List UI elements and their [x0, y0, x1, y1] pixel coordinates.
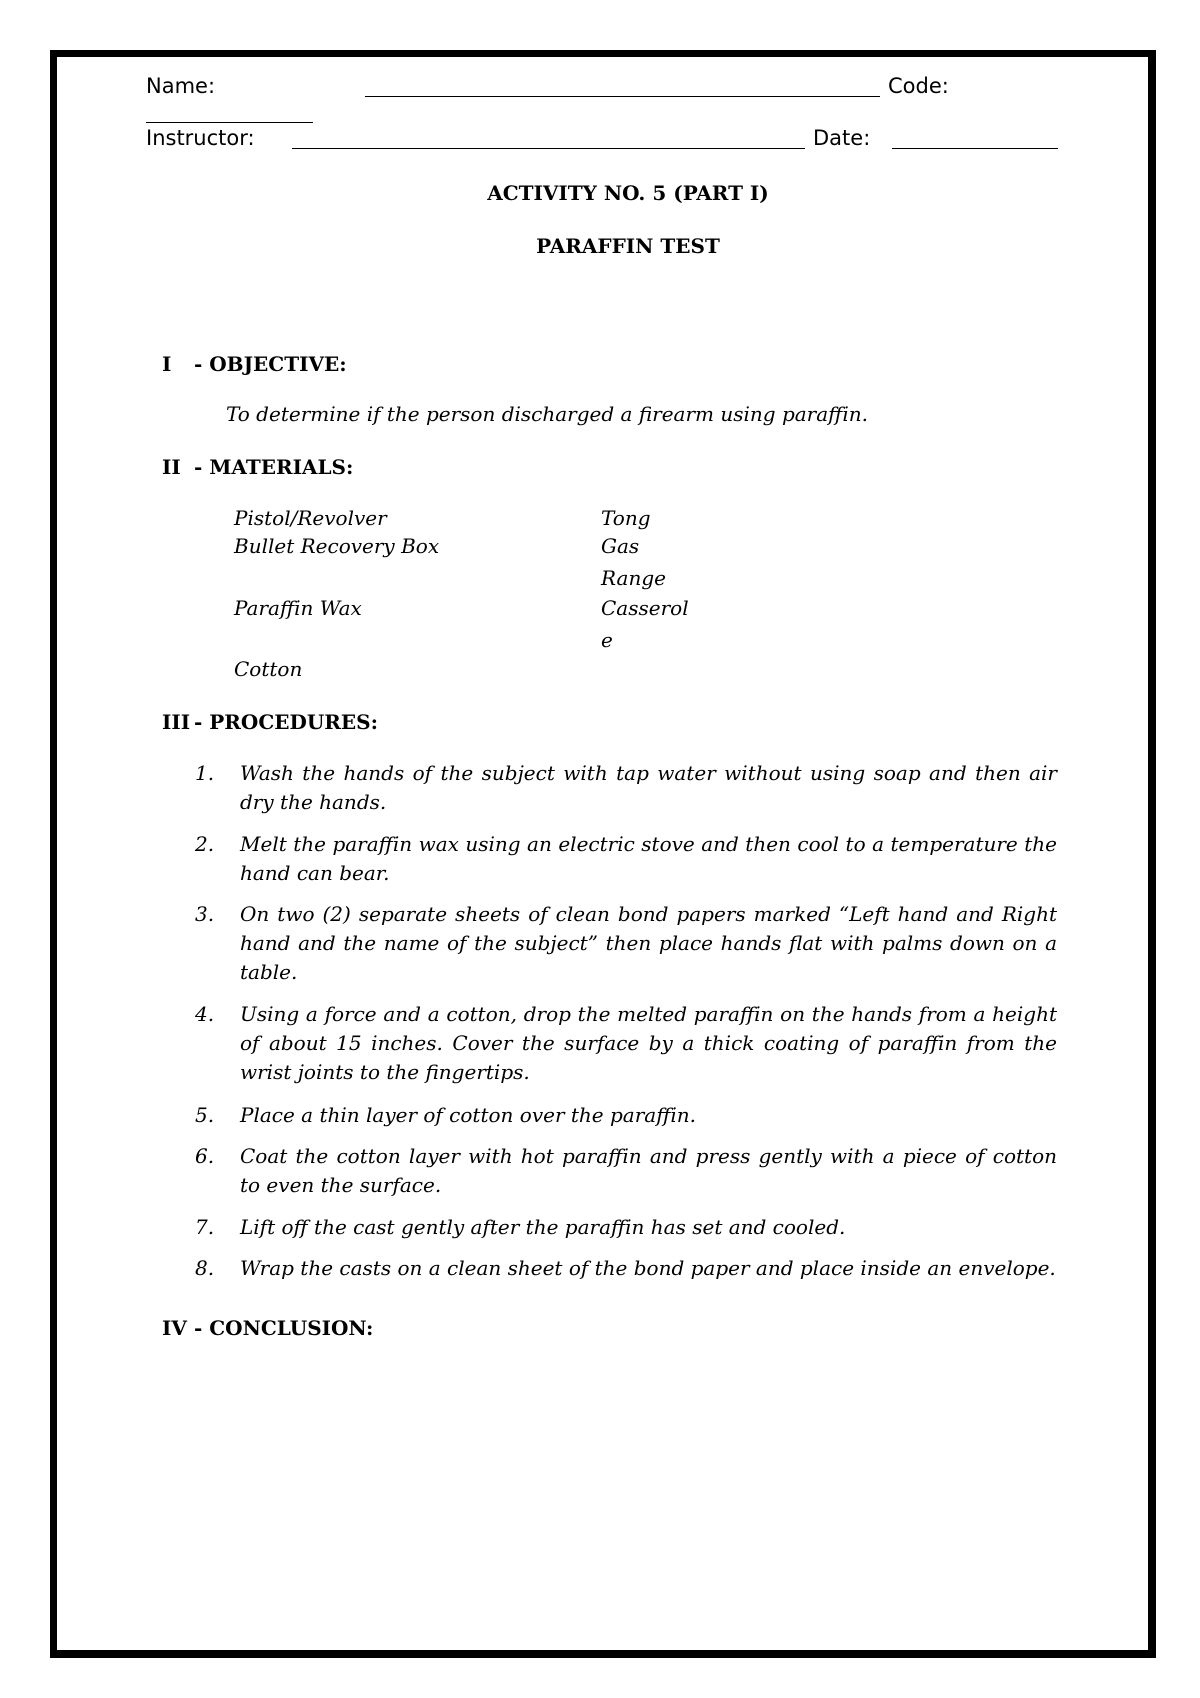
step-number: 5.: [195, 1103, 215, 1127]
step-number: 8.: [195, 1256, 215, 1280]
material-item: Casserol: [601, 596, 689, 620]
material-item: Paraffin Wax: [234, 596, 362, 620]
material-item: Gas: [601, 534, 640, 558]
section-title: - MATERIALS:: [194, 455, 354, 479]
procedure-step: [195, 1142, 1057, 1200]
objective-text: To determine if the person discharged a firearm using paraffin.: [226, 402, 868, 426]
procedure-step: [195, 900, 1057, 987]
objective-heading: [162, 352, 347, 376]
procedure-step: [195, 1213, 1057, 1242]
material-item: Cotton: [234, 657, 303, 681]
procedures-heading: [162, 710, 378, 734]
name-field-line[interactable]: [365, 96, 880, 97]
step-number: 4.: [195, 1002, 215, 1026]
step-number: 6.: [195, 1144, 215, 1168]
procedure-step: [195, 1254, 1057, 1283]
instructor-label: Instructor:: [146, 126, 255, 150]
material-item: Bullet Recovery Box: [234, 534, 440, 558]
section-numeral: I: [162, 352, 172, 376]
material-item: Range: [601, 566, 666, 590]
section-title: - PROCEDURES:: [194, 710, 378, 734]
code-label: Code:: [888, 74, 949, 98]
procedure-step: [195, 830, 1057, 888]
material-item: Tong: [601, 506, 651, 530]
step-text: Using a force and a cotton, drop the melted paraffin on the hands from a height of about 15 inches. Cover the surface by a thick coating of paraffin from the wrist joints to the fingertips.: [240, 1002, 1057, 1084]
procedure-step: [195, 1101, 1057, 1130]
section-title: - CONCLUSION:: [194, 1316, 374, 1340]
conclusion-heading: [162, 1316, 373, 1340]
name-label: Name:: [146, 74, 216, 98]
step-number: 1.: [195, 761, 215, 785]
material-item: e: [601, 628, 613, 652]
procedure-step: [195, 759, 1057, 817]
step-text: Wrap the casts on a clean sheet of the bond paper and place inside an envelope.: [240, 1256, 1056, 1280]
step-text: On two (2) separate sheets of clean bond papers marked “Left hand and Right hand and the name of the subject” then place hands flat with palms down on a table.: [240, 902, 1057, 984]
instructor-field-line[interactable]: [292, 148, 805, 149]
document-title: PARAFFIN TEST: [536, 234, 720, 258]
step-text: Lift off the cast gently after the paraffin has set and cooled.: [240, 1215, 846, 1239]
step-number: 2.: [195, 832, 215, 856]
section-numeral: IV: [162, 1316, 187, 1340]
activity-title: ACTIVITY NO. 5 (PART I): [487, 181, 769, 205]
materials-heading: [162, 455, 353, 479]
section-numeral: III: [162, 710, 191, 734]
section-title: - OBJECTIVE:: [194, 352, 347, 376]
date-field-line[interactable]: [892, 148, 1058, 149]
step-text: Wash the hands of the subject with tap water without using soap and then air dry the hands.: [240, 761, 1057, 814]
procedure-step: [195, 1000, 1057, 1087]
section-numeral: II: [162, 455, 181, 479]
step-number: 7.: [195, 1215, 215, 1239]
material-item: Pistol/Revolver: [234, 506, 387, 530]
step-number: 3.: [195, 902, 215, 926]
step-text: Place a thin layer of cotton over the paraffin.: [240, 1103, 696, 1127]
step-text: Coat the cotton layer with hot paraffin and press gently with a piece of cotton to even the surface.: [240, 1144, 1057, 1197]
step-text: Melt the paraffin wax using an electric stove and then cool to a temperature the hand can bear.: [240, 832, 1057, 885]
code-field-line[interactable]: [146, 122, 313, 123]
date-label: Date:: [813, 126, 871, 150]
